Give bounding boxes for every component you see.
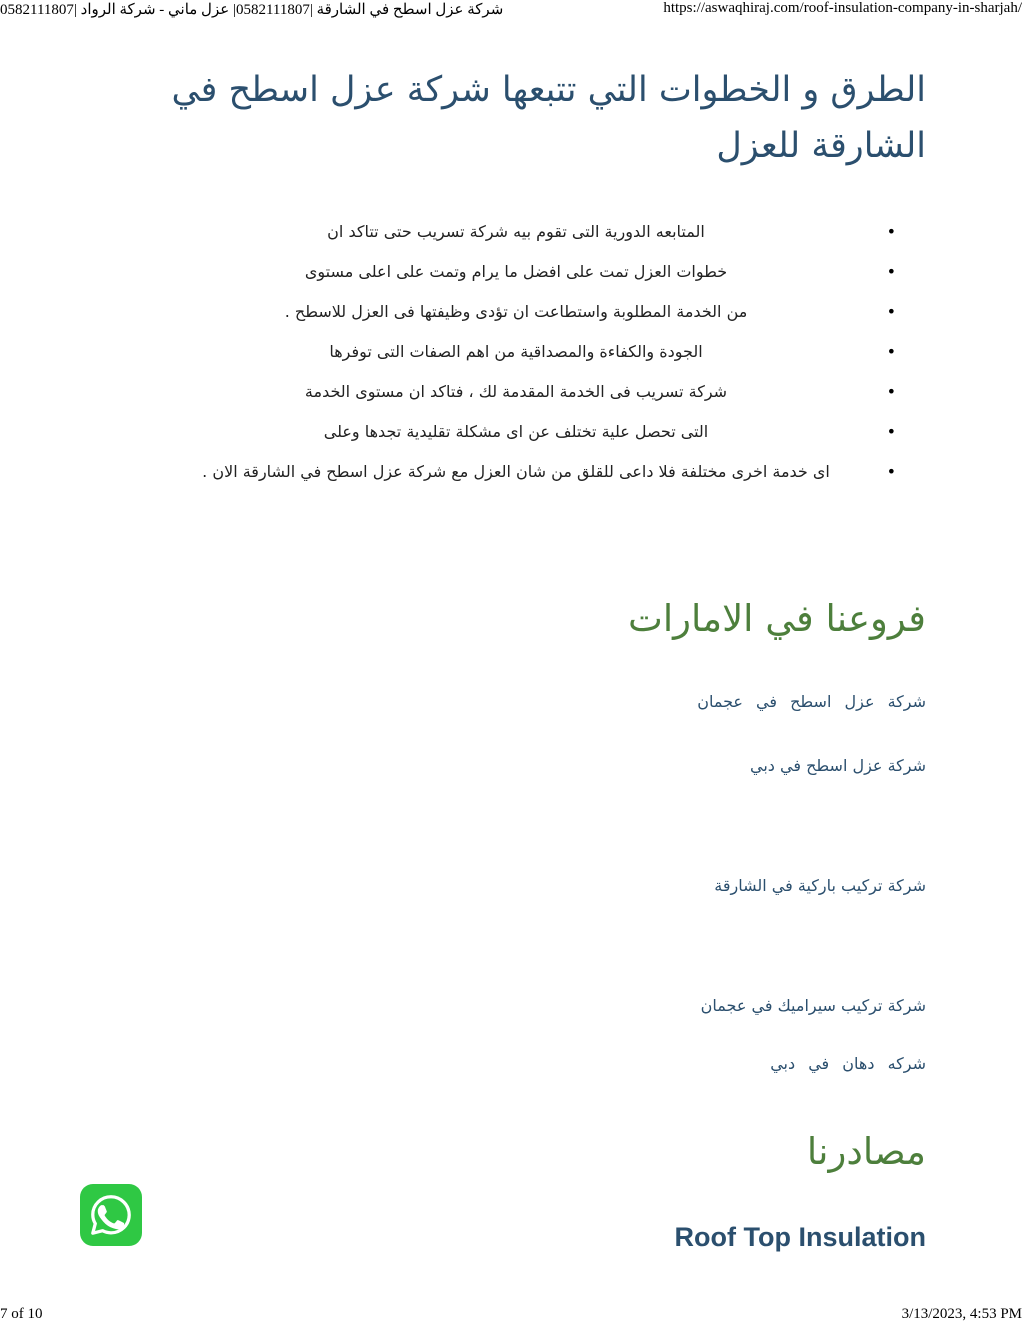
whatsapp-button[interactable] [80, 1184, 142, 1246]
branch-link-ajman-roof[interactable]: شركة عزل اسطح في عجمان [697, 692, 926, 711]
sources-title: Roof Top Insulation [674, 1222, 926, 1252]
whatsapp-icon [88, 1192, 134, 1238]
list-item-text: من الخدمة المطلوبة واستطاعت ان تؤدى وظيفتها فى العزل للاسطح . [284, 302, 748, 321]
list-item [156, 292, 896, 332]
print-header-title: 0582111807| شركة عزل اسطح في الشارقة |0582111807| عزل ماني - شركة الرواد [0, 2, 504, 18]
branch-link-ajman-ceramic[interactable]: شركة تركيب سيراميك في عجمان [700, 996, 926, 1015]
print-header-url: https://aswaqhiraj.com/roof-insulation-company-in-sharjah/ [663, 0, 1022, 16]
list-item-text: خطوات العزل تمت على افضل ما يرام وتمت على اعلى مستوى [304, 262, 728, 281]
page-title: الطرق و الخطوات التي تتبعها شركة عزل اسطح في الشارقة للعزل [171, 70, 926, 166]
bullet-icon: • [886, 422, 896, 441]
list-item-text: الجودة والكفاءة والمصداقية من اهم الصفات التى توفرها [329, 342, 703, 361]
sources-heading: مصادرنا [806, 1130, 926, 1173]
branch-link-sharjah-parquet[interactable]: شركة تركيب باركية في الشارقة [714, 876, 926, 895]
bullet-icon: • [886, 462, 896, 481]
bullet-icon: • [886, 262, 896, 281]
list-item-text: التى تحصل علية تختلف عن اى مشكلة تقليدية تجدها وعلى [323, 422, 709, 441]
page-number: 7 of 10 [0, 1306, 43, 1322]
print-header [0, 0, 1024, 20]
list-item [156, 452, 896, 492]
bullet-icon: • [886, 222, 896, 241]
list-item [156, 252, 896, 292]
list-item [156, 372, 896, 412]
branch-link-dubai-roof[interactable]: شركة عزل اسطح في دبي [750, 756, 926, 775]
branch-link-dubai-paint[interactable]: شركه دهان في دبي [770, 1054, 926, 1073]
bullet-icon: • [886, 302, 896, 321]
list-item [156, 332, 896, 372]
list-item [156, 212, 896, 252]
list-item [156, 412, 896, 452]
list-item-text: المتابعه الدورية التى تقوم بيه شركة تسريب حتى تتاكد ان [327, 222, 705, 241]
bullet-icon: • [886, 342, 896, 361]
print-datetime: 3/13/2023, 4:53 PM [901, 1306, 1022, 1322]
list-item-text: اى خدمة اخرى مختلفة فلا داعى للقلق من شان العزل مع شركة عزل اسطح في الشارقة الان . [202, 462, 830, 481]
bullet-icon: • [886, 382, 896, 401]
branches-heading: فروعنا في الامارات [628, 597, 926, 640]
list-item-text: شركة تسريب فى الخدمة المقدمة لك ، فتاكد ان مستوى الخدمة [304, 382, 728, 401]
steps-list [156, 212, 896, 492]
print-footer [0, 1306, 1024, 1326]
